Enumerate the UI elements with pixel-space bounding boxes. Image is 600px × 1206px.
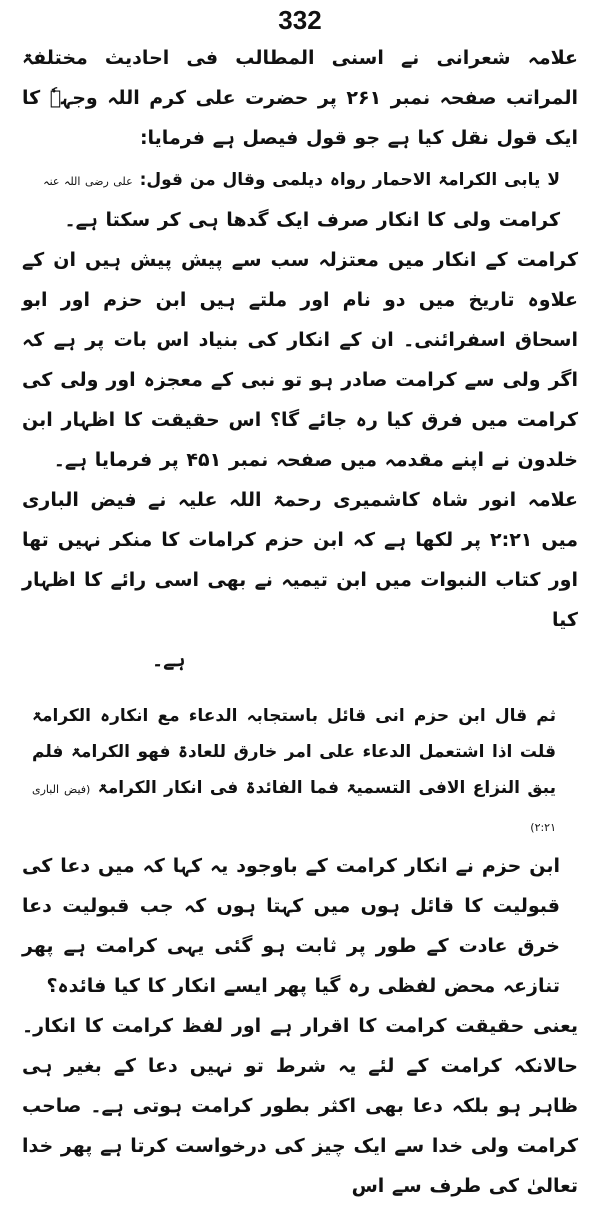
paragraph-sharani-quote-intro: علامہ شعرانی نے اسنی المطالب فی احادیث مختلفۃ المراتب صفحہ نمبر ۲۶۱ پر حضرت علی کرم اللہ وجہہٗ کا ایک قول نقل کیا ہے جو قول فیصل ہے فرمایا: [22,47,578,149]
arabic-quote-ibn-hazm [22,698,578,846]
arabic-quote-ali-attribution: علی رضی اللہ عنہ [43,175,133,188]
paragraph-mutazila: کرامت کے انکار میں معتزلہ سب سے پیش پیش ہیں ان کے علاوہ تاریخ میں دو نام اور ملتے ہیں ابن حزم اور ابو اسحاق اسفرائنی۔ ان کے انکار کی بنیاد اس بات پر ہے کہ اگر ولی سے کرامت صادر ہو تو نبی کے معجزہ اور ولی کی کرامت میں فرق کیا رہ جائے گا؟ اس حقیقت کا اظہار ابن خلدون نے اپنے مقدمہ میں صفحہ نمبر ۴۵۱ پر فرمایا ہے۔ [22,249,578,471]
paragraph-conclusion: یعنی حقیقت کرامت کا اقرار ہے اور لفظ کرامت کا انکار۔ حالانکہ کرامت کے لئے یہ شرط تو نہیں دعا کے بغیر ہی ظاہر ہو بلکہ دعا بھی اکثر بطور کرامت ہوتی ہے۔ صاحب کرامت ولی خدا سے ایک چیز کی درخواست کرتا ہے پھر خدا تعالیٰ کی طرف سے اس [22,1015,578,1197]
arabic-quote-ali-text: لا یابی الکرامۃ الاحمار رواہ دیلمی وقال من قول: [139,170,560,190]
paragraph-anwar-shah: علامہ انور شاہ کاشمیری رحمۃ اللہ علیہ نے فیض الباری میں ۲:۲۱ پر لکھا ہے کہ ابن حزم کرامات کا منکر نہیں تھا اور کتاب النبوات میں ابن تیمیہ نے بھی اسی رائے کا اظہار کیا [22,489,578,631]
arabic-quote-ibn-hazm-reference: (فیض الباری ۲:۲۱) [32,783,556,834]
page-number: 332 [278,5,322,35]
arabic-quote-ali [22,162,578,200]
paragraph-ibn-hazm-translation: ابن حزم نے انکار کرامت کے باوجود یہ کہا کہ میں دعا کی قبولیت کا قائل ہوں میں کہتا ہوں کہ جب قبولیت دعا خرق عادت کے طور پر ثابت ہو گئی یہی کرامت ہے پھر تنازعہ محض لفظی رہ گیا پھر ایسے انکار کا کیا فائدہ؟ [22,855,560,997]
paragraph-translation: کرامت ولی کا انکار صرف ایک گدھا ہی کر سکتا ہے۔ [64,209,560,231]
paragraph-anwar-shah-end: ہے۔ [152,649,186,671]
arabic-quote-ibn-hazm-text: ثم قال ابن حزم انی قائل باستجابہ الدعاء مع انکارہ الکرامۃ قلت اذا اشتعمل الدعاء علی امر خارق للعادۃ فھو الکرامۃ فلم یبق النزاع الافی التسمیۃ فما الفائدۃ فی انکار الکرامۃ [32,706,557,798]
spacer [22,680,578,698]
